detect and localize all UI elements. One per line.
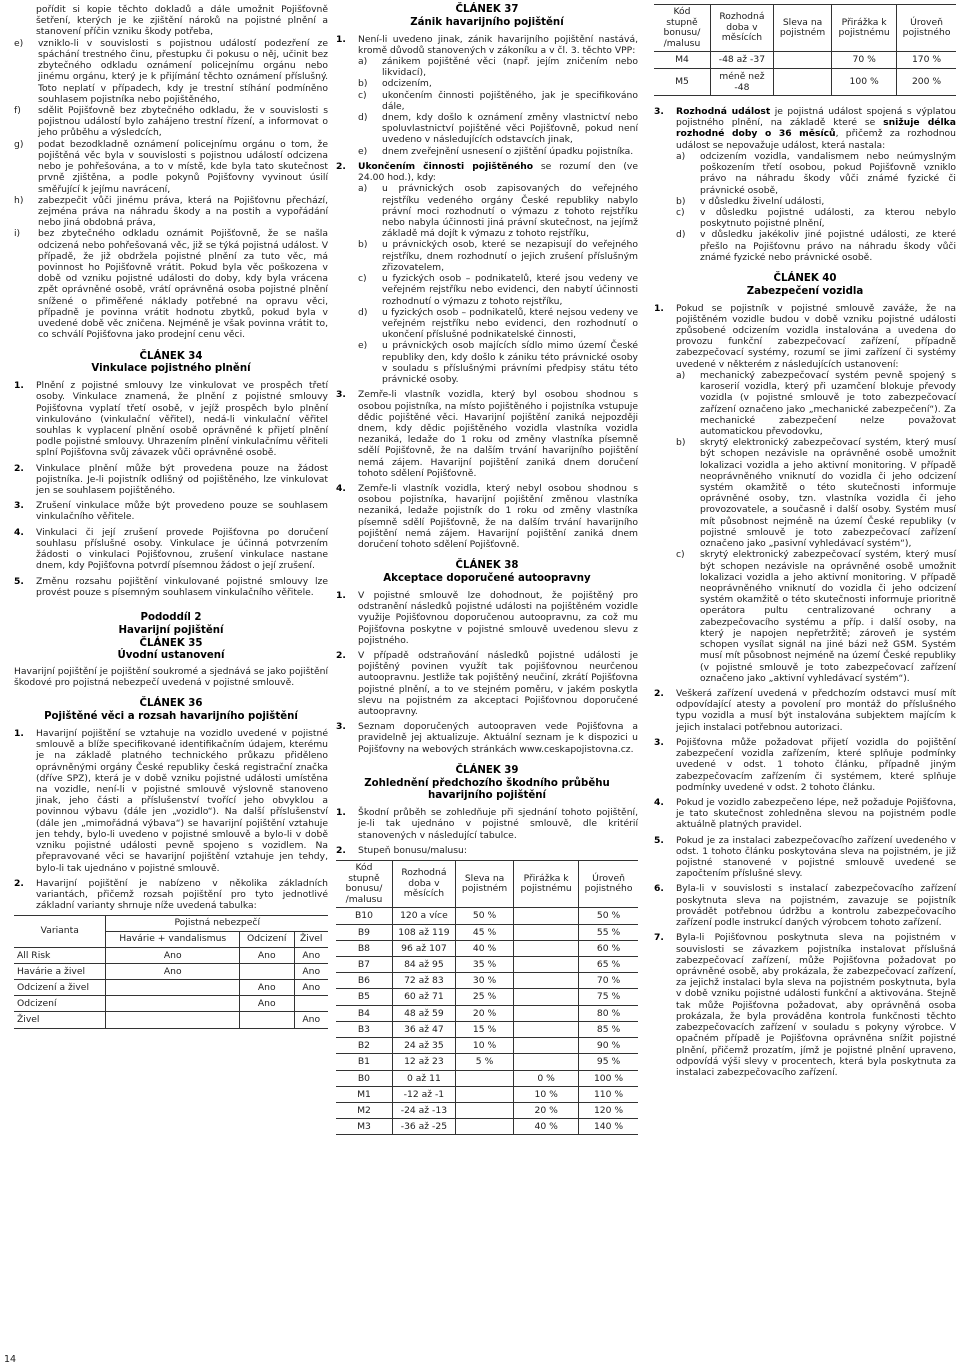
table-cell: Ano bbox=[294, 980, 328, 996]
subsection-title: Havarijní pojištění bbox=[118, 624, 224, 636]
article-37-number: ČLÁNEK 37 bbox=[455, 4, 519, 15]
paragraph-text: Pokud je za instalaci zabezpečovacího zařízení uvedeného v odst. 1 tohoto článku poskytována sleva na pojistném, je již pojistné stanovené v pojistné smlouvě uvedené se započtením příslušné slevy. bbox=[676, 834, 956, 880]
numbered-paragraph bbox=[654, 883, 956, 928]
table-row bbox=[336, 940, 638, 956]
table-cell bbox=[455, 1070, 513, 1086]
item-label: e) bbox=[358, 145, 368, 157]
table-cell: Odcizení a živel bbox=[14, 980, 106, 996]
table-cell: 12 až 23 bbox=[392, 1054, 455, 1070]
table-cell: B0 bbox=[336, 1070, 392, 1086]
table-header: Přirážka k pojistnému bbox=[514, 861, 579, 908]
table-cell bbox=[514, 973, 579, 989]
article-35-number: ČLÁNEK 35 bbox=[139, 637, 203, 649]
paragraph-text: Zrušení vinkulace může být provedeno pouze se souhlasem vinkulačního věřitele. bbox=[36, 500, 328, 523]
table-cell: 120 a více bbox=[392, 908, 455, 924]
article-39-title: Zohlednění předchozího škodního průběhu havarijního pojištění bbox=[364, 777, 610, 802]
table-cell: Odcizení bbox=[14, 996, 106, 1012]
table-row bbox=[654, 68, 956, 95]
table-row bbox=[14, 996, 328, 1012]
table-cell: 100 % bbox=[832, 68, 897, 95]
article-40-p1: Pokud se pojistník v pojistné smlouvě zaváže, že na pojištěném vozidle budou v době vzniku pojistné události způsobené odcizením vozidla instalována a uvedena do provozu funkční zabezpečovací zařízení, případně zabezpečovací systémy, rozumí se jimi zařízení či systémy uvedené v některém z následujících ustanovení: bbox=[676, 302, 956, 370]
table-cell: 60 % bbox=[579, 940, 638, 956]
paragraph-number: 1. bbox=[14, 380, 24, 392]
table-cell: 110 % bbox=[579, 1086, 638, 1102]
table-cell: méně než -48 bbox=[710, 68, 773, 95]
table-cell: 75 % bbox=[579, 989, 638, 1005]
table-cell: M3 bbox=[336, 1119, 392, 1135]
article-40-p1-list bbox=[654, 370, 956, 684]
paragraph-number: 3. bbox=[336, 721, 346, 733]
table-cell bbox=[294, 996, 328, 1012]
list-item bbox=[14, 38, 328, 105]
table-row bbox=[654, 52, 956, 68]
decisive-event-paragraph: Rozhodná událost je pojistná událost spojená s výplatou pojistného plnění, na základě které se snižuje délka rozhodné doby o 36 měsíců, přičemž za rozhodnou událost se nepovažuje událost, která nastala: bbox=[676, 105, 956, 151]
table-cell: Ano bbox=[106, 947, 240, 963]
item-text: ukončením činnosti pojištěného, jak je specifikováno dále, bbox=[382, 89, 638, 112]
variant-table bbox=[14, 915, 328, 1028]
item-text: v důsledku živelní události, bbox=[700, 195, 825, 207]
article-37-p4: Zemře-li vlastník vozidla, který nebyl osobou shodnou s osobou pojistníka, havarijní pojištění změnou vlastníka nezaniká, ledaže pojistník do 1 roku od změny vlastníka písemně sdělí Pojišťovně, že na dalším trvání havarijního pojištění nemá zájem. Havarijní pojištění zaniká dnem doručení tohoto sdělení Pojišťovně. bbox=[358, 483, 638, 551]
item-text: mechanický zabezpečovací systém pevně spojený s karoserií vozidla, který při uzamčení blokuje převody vozidla (v pojistné smlouvě je toto zabezpečovací zařízení označeno jako „mechanické zabezpečení“). Za mechanické zabezpečení nelze považovat automatickou převodovku, bbox=[700, 369, 956, 437]
item-label: b) bbox=[358, 239, 368, 251]
table-cell bbox=[514, 1005, 579, 1021]
table-cell: 200 % bbox=[897, 68, 956, 95]
table-row bbox=[336, 973, 638, 989]
paragraph: pořídit si kopie těchto dokladů a dále umožnit Pojišťovně šetření, kterých je ke zjištění nároků na pojistné plnění a stanovení příčin vzniku škody potřeba, bbox=[36, 4, 328, 38]
table-row bbox=[336, 1021, 638, 1037]
table-cell: 15 % bbox=[455, 1021, 513, 1037]
table-cell: 55 % bbox=[579, 924, 638, 940]
table-cell bbox=[514, 989, 579, 1005]
table-cell: 50 % bbox=[579, 908, 638, 924]
item-text: zabezpečit vůči jinému práva, která na Pojišťovnu přechází, zejména práva na náhradu škody a na postih a vypořádání nebo jiná obdobná práva, bbox=[38, 194, 328, 229]
list-item bbox=[676, 229, 956, 263]
numbered-paragraph bbox=[654, 737, 956, 793]
article-37-p1: Není-li uvedeno jinak, zánik havarijního pojištění nastává, kromě důvodů stanovených v zákoníku a v čl. 3. těchto VPP: bbox=[358, 33, 638, 56]
bonus-malus-table-continued bbox=[654, 4, 956, 96]
article-34-title: Vinkulace pojistného plnění bbox=[91, 363, 251, 375]
list-item bbox=[358, 307, 638, 341]
item-text: dnem zveřejnění usnesení o zjištění úpadku pojistníka. bbox=[382, 145, 634, 157]
item-text: zánikem pojištěné věci (např. jejím zničením nebo likvidací), bbox=[382, 55, 638, 79]
item-label: h) bbox=[14, 194, 24, 206]
table-cell: B8 bbox=[336, 940, 392, 956]
item-text: odcizením vozidla, vandalismem nebo neúmyslným poškozením třetí osobou, pokud Pojišťovně vzniklo právo na náhradu škody vůči známé fyzické či právnické osobě, bbox=[700, 150, 956, 196]
list-item bbox=[14, 195, 328, 229]
paragraph-number: 5. bbox=[654, 834, 664, 846]
paragraph-number: 7. bbox=[654, 932, 664, 944]
table-cell: 24 až 35 bbox=[392, 1038, 455, 1054]
item-text: odcizením, bbox=[382, 78, 432, 90]
table-cell bbox=[455, 1102, 513, 1118]
item-label: d) bbox=[676, 229, 686, 241]
item-text: u právnických osob, které se nezapisují do veřejného rejstříku, dnem rozhodnutí o jejich zrušení příslušným zřizovatelem, bbox=[382, 239, 638, 273]
item-label: e) bbox=[358, 340, 368, 352]
paragraph-text: Havarijní pojištění je nabízeno v několika základních variantách, přičemž rozsah pojištění pro tyto jednotlivé základní varianty shrnuje níže uvedená tabulka: bbox=[36, 877, 328, 912]
table-cell: 120 % bbox=[579, 1102, 638, 1118]
table-cell: -36 až -25 bbox=[392, 1119, 455, 1135]
table-cell: -12 až -1 bbox=[392, 1086, 455, 1102]
column-right: Kód stupně bonusu/ /malusu Rozhodná doba v měsících Sleva na pojistném Přirážka k pojistnému Úroveň pojistného M4 -48 až -37 70 % 170 % M5 méně než -48 100 % 200 % 3. Rozhodná událost je pojistná událost spojená s výplatou pojistného plnění, na základě které se snižuje délka rozhodné doby o 36 měsíců, přičemž za rozhodnou událost se nepovažuje událost, která nastala: a) odcizením vozidla, vandalismem nebo neúmyslným poškozením třetí osobou, pokud Pojišťovně vzniklo právo na náhradu škody vůči známé fyzické či právnické osobě, b) v důsledku živelní události, c) v důsledku pojistné události, za kterou nebylo poskytnuto pojistné plnění, d) v důsledku jakékoliv jiné pojistné události, ze které přešlo na Pojišťovnu právo na náhradu škody vůči známé fyzické nebo právnické osobě. ČLÁNEK 40 Zabezpečení vozidla 1. Pokud se pojistník v pojistné smlouvě zaváže, že na pojištěném vozidle budou v době vzniku pojistné události způsobené odcizením vozidla instalována a uvedena do provozu funkční zabezpečovací zařízení, případně zabezpečovací systémy, rozumí se jimi zařízení či systémy uvedené v některém z následujících ustanovení: a) mechanický zabezpečovací systém pevně spojený s karoserií vozidla, který při uzamčení blokuje převody vozidla (v pojistné smlouvě je toto zabezpečovací zařízení označeno jako „mechanické zabezpečení“). Za mechanické zabezpečení nelze považovat automatickou převodovku, b) skrytý elektronický zabezpečovací systém, který musí být schopen nezávisle na oprávněné osobě umožnit lokalizaci vozidla a jeho aktivní monitoring. V případě neoprávněného vniknutí do vozidla či jeho odcizení systém okamžitě o této skutečnosti informuje oprávněné osoby, tzn. vlastníka vozidla či jeho provozovatele, a současně i další osoby. Systém musí mít působnost nejméně na území České republiky (v pojistné smlouvě je toto zabezpečovací zařízení označeno jako „pasivní vyhledávací systém“), c) skrytý elektronický zabezpečovací systém, který musí být schopen nezávisle na oprávněné osobě umožnit lokalizaci vozidla a jeho aktivní monitoring. V případě neoprávněného vniknutí do vozidla či jeho odcizení systém okamžitě o této skutečnosti informuje prioritně operátora pultu centralizované ochrany a zabezpečovacího systému a příp. i další osoby, na který je napojen nepřetržitě; zároveň je systém schopen vysílat signál na jiné bázi než GSM. Systém musí mít působnost nejméně na území České republiky (v pojistné smlouvě je toto zabezpečovací zařízení označeno jako „aktivní vyhledávací systém“). 2. Veškerá zařízení uvedená v předchozím odstavci musí mít odpovídající atesty a povolení pro montáž do příslušného typu vozidla a musí být instalována subjektem majícím k jejich instalaci potřebnou autorizaci. 3. Pojišťovna může požadovat přijetí vozidla do pojištění zabezpečení vozidla zařízením, které splňuje podmínky uvedené v odst. 1 tohoto článku, případně jiným zabezpečovacím zařízením či systémem, které splňuje podmínky uvedené v odst. 2 tohoto článku. 4. Pokud je vozidlo zabezpečeno lépe, než požaduje Pojišťovna, je tato skutečnost zohledněna slevou na pojistném podle aktuálně platných pravidel. 5. Pokud je za instalaci zabezpečovacího zařízení uvedeného v odst. 1 tohoto článku poskytována sleva na pojistném, je již pojistné stanovené v pojistné smlouvě uvedené se započtením příslušné slevy. 6. Byla-li v souvislosti s instalací zabezpečovacího zařízení poskytnuta sleva na pojistném, zavazuje se pojistník provádět potřebnou údržbu a kontrolu zabezpečovacího zařízení podle instrukcí daných výrobcem tohoto zařízení. 7. Byla-li Pojišťovnou poskytnuta sleva na pojistném v souvislosti se závazkem pojistníka instalovat příslušná zabezpečovací zařízení, může Pojišťovna požadovat po oprávněné osobě, aby prokázala, že zabezpečovací zařízení, za jejichž instalaci byla sleva na pojistném poskytnuta, byla v době vzniku pojistné události funkční a aktivována. Stejně tak může Pojišťovna požadovat, aby oprávněná osoba prokázala, že byla prováděna kontrola funkčnosti těchto zabezpečovacích zařízení v souladu s pokyny výrobce. V opačném případě je Pojišťovna oprávněna snížit pojistné plnění, přičemž prozatím, jímž je pojistné plnění upraveno, odpovídá výši slevy v procentech, která byla poskytnuta za instalaci zabezpečovacího zařízení. bbox=[654, 6, 956, 1078]
table-row bbox=[14, 980, 328, 996]
numbered-paragraph bbox=[14, 728, 328, 874]
table-cell: 20 % bbox=[514, 1102, 579, 1118]
table-cell: Havárie a živel bbox=[14, 963, 106, 979]
item-text: u právnických osob zapisovaných do veřejného rejstříku vedeného orgány České republiky nabylo právní moci rozhodnutí o výmazu z tohoto rejstříku nebo nabyla účinnosti jiná právní skutečnost, na jejímž základě má dojít k výmazu z tohoto rejstříku, bbox=[382, 183, 638, 240]
item-text: bez zbytečného odkladu oznámit Pojišťovně, že se našla odcizená nebo pohřešovaná věc, již se týká pojistná událost. V případě, že již obdržela pojistné plnění za tuto věc, má povinnost ho Pojišťovně vrátit. Pokud byla věc poškozena v době od vzniku pojistné události do doby, kdy byla vrácena zpět oprávněné osobě, vrátí oprávněná osoba pojistné plnění snížené o přiměřené náklady potřebné na opravu věci, případně je povinna vrátit hodnotu zbytků, pokud byla v uvedené době věc zničena. Nejméně je však povinna vrátit to, co schválí Pojišťovna jako prodejní cenu věci. bbox=[38, 228, 328, 341]
article-36-body bbox=[14, 728, 328, 912]
paragraph-number: 2. bbox=[14, 462, 24, 474]
column-left bbox=[14, 4, 328, 1029]
item-text: sdělit Pojišťovně bez zbytečného odkladu, že v souvislosti s pojistnou událostí bylo zahájeno trestní řízení, a informovat o jeho průběhu a výsledcích, bbox=[38, 104, 328, 139]
numbered-paragraph bbox=[14, 576, 328, 598]
hazard-c-header: Živel bbox=[294, 932, 328, 948]
table-cell: 0 % bbox=[514, 1070, 579, 1086]
item-label: c) bbox=[358, 273, 367, 285]
paragraph-number: 3. bbox=[654, 736, 664, 748]
table-cell bbox=[514, 908, 579, 924]
table-row bbox=[336, 924, 638, 940]
paragraph-number: 4. bbox=[654, 796, 664, 808]
list-item bbox=[358, 183, 638, 239]
table-cell: Ano bbox=[294, 1012, 328, 1028]
item-text: u fyzických osob – podnikatelů, které nejsou vedeny ve veřejném rejstříku nebo evidenci, den rozhodnutí o ukončení příslušné podnikatelské činnosti, bbox=[382, 306, 638, 341]
list-item bbox=[358, 78, 638, 89]
table-cell: 48 až 59 bbox=[392, 1005, 455, 1021]
article-38-body bbox=[336, 590, 638, 755]
table-cell: Ano bbox=[239, 947, 294, 963]
table-cell: 140 % bbox=[579, 1119, 638, 1135]
numbered-paragraph bbox=[336, 650, 638, 717]
table-cell: M1 bbox=[336, 1086, 392, 1102]
article-40-body bbox=[654, 688, 956, 1078]
table-cell: 65 % bbox=[579, 957, 638, 973]
item-text: v důsledku jakékoliv jiné pojistné události, ze které přešlo na Pojišťovnu právo na náhradu škody vůči známé fyzické nebo právnické osobě. bbox=[700, 229, 956, 263]
table-header: Úroveň pojistného bbox=[897, 5, 956, 52]
table-header: Kód stupně bonusu/ /malusu bbox=[654, 5, 710, 52]
item-label: i) bbox=[14, 228, 21, 240]
paragraph-text: Plnění z pojistné smlouvy lze vinkulovat ve prospěch třetí osoby. Vinkulace znamená, že plnění z pojistné smlouvy Pojišťovna vyplatí třetí osobě, v jejíž prospěch bylo plnění vinkulováno (vinkulační věřitel), nedá-li vinkulační věřitel souhlas k vyplacení plnění osobě oprávněné k přijetí plnění podle pojistné smlouvy. Uhrazením plnění vinkulačnímu věřiteli splní Pojišťovna svůj závazek vůči oprávněné osobě. bbox=[36, 380, 328, 459]
table-cell: 80 % bbox=[579, 1005, 638, 1021]
list-item bbox=[676, 207, 956, 229]
table-row bbox=[14, 947, 328, 963]
article-37-p3: Zemře-li vlastník vozidla, který byl osobou shodnou s osobou pojistníka, na místo pojištěného i pojistníka vstupuje dědic pojištěné věci. Havarijní pojištění zaniká nejpozději dnem, kdy dědic pojištěného vozidla vlastníka vozidla nezaniká, ledaže do 1 roku od změny vlastníka písemně sdělí Pojišťovně, že na dalším trvání havarijního pojištění nemá zájem. Havarijní pojištění zaniká dnem doručení tohoto sdělení Pojišťovně. bbox=[358, 389, 638, 479]
item-label: a) bbox=[358, 183, 368, 195]
table-cell: Ano bbox=[239, 980, 294, 996]
numbered-paragraph bbox=[336, 590, 638, 646]
table-cell: 85 % bbox=[579, 1021, 638, 1037]
table-header: Rozhodná doba v měsících bbox=[392, 861, 455, 908]
paragraph-text: Seznam doporučených autoopraven vede Pojišťovna a pravidelně jej aktualizuje. Aktuální seznam je k dispozici u Pojišťovny na webových stránkách www.ceskapojistovna.cz. bbox=[358, 721, 638, 755]
table-cell: 60 až 71 bbox=[392, 989, 455, 1005]
numbered-paragraph bbox=[14, 463, 328, 497]
article-39-p2: Stupeň bonusu/malusu: bbox=[358, 844, 467, 856]
article-36-number: ČLÁNEK 36 bbox=[139, 698, 203, 710]
numbered-paragraph bbox=[654, 835, 956, 880]
item-label: c) bbox=[358, 89, 367, 101]
table-cell bbox=[239, 963, 294, 979]
table-cell: B2 bbox=[336, 1038, 392, 1054]
table-cell: Ano bbox=[294, 947, 328, 963]
column-middle: ČLÁNEK 37 Zánik havarijního pojištění 1. Není-li uvedeno jinak, zánik havarijního pojištění nastává, kromě důvodů stanovených v zákoníku a v čl. 3. těchto VPP: a) zánikem pojištěné věci (např. jejím zničením nebo likvidací), b) odcizením, c) ukončením činnosti pojištěného, jak je specifikováno dále, d) dnem, kdy došlo k oznámení změny vlastnictví nebo spoluvlastnictví pojištěné věci Pojišťovně, pokud není uvedeno v následujících odstavcích jinak, e) dnem zveřejnění usnesení o zjištění úpadku pojistníka. 2. Ukončením činnosti pojištěného se rozumí den (ve 24.00 hod.), kdy: a) u právnických osob zapisovaných do veřejného rejstříku vedeného orgány České republiky nabylo právní moci rozhodnutí o výmazu z tohoto rejstříku nebo nabyla účinnosti jiná právní skutečnost, na jejímž základě má dojít k výmazu z tohoto rejstříku, b) u právnických osob, které se nezapisují do veřejného rejstříku, dnem rozhodnutí o jejich zrušení příslušným zřizovatelem, c) u fyzických osob – podnikatelů, které jsou vedeny ve veřejném rejstříku nebo evidenci, den nabytí účinnosti rozhodnutí o výmazu z tohoto rejstříku, d) u fyzických osob – podnikatelů, které nejsou vedeny ve veřejném rejstříku nebo evidenci, den rozhodnutí o ukončení příslušné podnikatelské činnosti, e) u právnických osob majících sídlo mimo území České republiky den, kdy došlo k zániku této právnické osoby v souladu s příslušnými právními předpisy státu této právnické osoby. 3. Zemře-li vlastník vozidla, který byl osobou shodnou s osobou pojistníka, na místo pojištěného i pojistníka vstupuje dědic pojištěné věci. Havarijní pojištění zaniká nejpozději dnem, kdy dědic pojištěného vozidla vlastníka vozidla nezaniká, ledaže do 1 roku od změny vlastníka písemně sdělí Pojišťovně, že na dalším trvání havarijního pojištění nemá zájem. Havarijní pojištění zaniká dnem doručení tohoto sdělení Pojišťovně. 4. Zemře-li vlastník vozidla, který nebyl osobou shodnou s osobou pojistníka, havarijní pojištění změnou vlastníka nezaniká, ledaže pojistník do 1 roku od změny vlastníka písemně sdělí Pojišťovně, že na dalším trvání havarijního pojištění nemá zájem. Havarijní pojištění zaniká dnem doručení tohoto sdělení Pojišťovně. ČLÁNEK 38 Akceptace doporučené autoopravny 1. V pojistné smlouvě lze dohodnout, že pojištěný pro odstranění následků pojistné události na pojištěném vozidle využije Pojišťovnou doporučenou autoopravnu, za což mu Pojišťovna poskytne v pojistné smlouvě uvedenou slevu z pojistného. 2. V případě odstraňování následků pojistné události je pojištěný povinen využít tak pojišťovnou neurčenou autoopravnu. Jestliže tak pojištěný neučiní, zkrátí Pojišťovna pojistné plnění, a to ve stejném poměru, v jakém poskytla slevu na pojistném za akceptaci Pojišťovnou doporučené autoopravny. 3. Seznam doporučených autoopraven vede Pojišťovna a pravidelně jej aktualizuje. Aktuální seznam je k dispozici u Pojišťovny na webových stránkách www.ceskapojistovna.cz. ČLÁNEK 39 Zohlednění předchozího škodního průběhu havarijního pojištění 1. Škodní průběh se zohledňuje při sjednání tohoto pojištění, je-li tak ujednáno v pojistné smlouvě, dle kritérií stanovených v následující tabulce. 2. Stupeň bonusu/malusu: Kód stupně bonusu/ /malusu Rozhodná doba v měsících Sleva na pojistném Přirážka k pojistnému Úroveň pojistného B10 120 a více 50 % 50 % B9 108 až 119 45 % 55 % B8 96 až 107 40 % 60 % B7 84 až 95 35 % 65 % B6 72 až 83 30 % 70 % B5 60 až 71 25 % 75 % B4 48 až 59 20 % 80 % B3 36 až 47 15 % 85 % B2 24 až 35 10 % 90 % B1 12 až 23 5 % 95 % B0 0 až 11 0 % 100 % M1 -12 až -1 10 % 110 % M2 -24 až -13 20 % 120 % M3 -36 až -25 40 % 140 % bbox=[336, 4, 638, 1135]
paragraph-text: V pojistné smlouvě lze dohodnout, že pojištěný pro odstranění následků pojistné události na pojištěném vozidle využije Pojišťovnou doporučenou autoopravnu, za což mu Pojišťovna poskytne v pojistné smlouvě uvedenou slevu z pojistného. bbox=[358, 589, 638, 646]
paragraph-text: Pojišťovna může požadovat přijetí vozidla do pojištění zabezpečení vozidla zařízením, které splňuje podmínky uvedené v odst. 1 tohoto článku, případně jiným zabezpečovacím zařízením či systémem, které splňuje podmínky uvedené v odst. 2 tohoto článku. bbox=[676, 736, 956, 793]
hazard-a-header: Havárie + vandalismus bbox=[106, 932, 240, 948]
item-label: d) bbox=[358, 112, 368, 124]
paragraph-text: V případě odstraňování následků pojistné události je pojištěný povinen využít tak pojišťovnou neurčenou autoopravnu. Jestliže tak pojištěný neučiní, zkrátí Pojišťovna pojistné plnění, a to ve stejném poměru, v jakém poskytla slevu na pojistném za akceptaci Pojišťovnou doporučené autoopravny. bbox=[358, 649, 638, 718]
table-cell: 25 % bbox=[455, 989, 513, 1005]
table-cell: All Risk bbox=[14, 947, 106, 963]
table-cell: M5 bbox=[654, 68, 710, 95]
table-cell: 30 % bbox=[455, 973, 513, 989]
article-37-title: Zánik havarijního pojištění bbox=[410, 16, 564, 28]
bonus-malus-table bbox=[336, 860, 638, 1135]
table-row bbox=[14, 963, 328, 979]
table-cell: 70 % bbox=[579, 973, 638, 989]
list-item bbox=[676, 549, 956, 684]
item-label: d) bbox=[358, 306, 368, 318]
table-header: Sleva na pojistném bbox=[455, 861, 513, 908]
table-row bbox=[336, 1070, 638, 1086]
table-cell: 20 % bbox=[455, 1005, 513, 1021]
table-cell bbox=[239, 1012, 294, 1028]
article-37-p1-list bbox=[336, 56, 638, 157]
table-cell bbox=[106, 1012, 240, 1028]
article-38-title: Akceptace doporučené autoopravny bbox=[383, 573, 591, 585]
article-40-number: ČLÁNEK 40 bbox=[773, 273, 837, 285]
table-row bbox=[336, 989, 638, 1005]
table-cell: M2 bbox=[336, 1102, 392, 1118]
numbered-paragraph bbox=[654, 688, 956, 733]
numbered-paragraph bbox=[654, 797, 956, 831]
table-row bbox=[336, 1038, 638, 1054]
numbered-paragraph bbox=[14, 500, 328, 522]
variant-header: Varianta bbox=[14, 916, 106, 947]
paragraph-number: 5. bbox=[14, 575, 24, 587]
table-cell: B5 bbox=[336, 989, 392, 1005]
item-label: b) bbox=[358, 78, 368, 90]
item-label: a) bbox=[676, 150, 686, 162]
article-35-title: Úvodní ustanovení bbox=[117, 650, 225, 662]
hazards-header: Pojistná nebezpečí bbox=[106, 916, 328, 932]
table-cell bbox=[514, 957, 579, 973]
table-cell bbox=[514, 1021, 579, 1037]
item-label: a) bbox=[358, 55, 368, 67]
paragraph-number: 2. bbox=[336, 649, 346, 661]
paragraph-text: Veškerá zařízení uvedená v předchozím odstavci musí mít odpovídající atesty a povolení pro montáž do příslušného typu vozidla a musí být instalována subjektem majícím k jejich instalaci potřebnou autorizaci. bbox=[676, 687, 956, 733]
table-header: Úroveň pojistného bbox=[579, 861, 638, 908]
list-item bbox=[358, 239, 638, 273]
table-cell: 170 % bbox=[897, 52, 956, 68]
item-text: u fyzických osob – podnikatelů, které jsou vedeny ve veřejném rejstříku nebo evidenci, den nabytí účinnosti rozhodnutí o výmazu z tohoto rejstříku, bbox=[382, 273, 638, 307]
numbered-paragraph bbox=[336, 721, 638, 755]
table-cell: B4 bbox=[336, 1005, 392, 1021]
table-cell: B9 bbox=[336, 924, 392, 940]
table-cell: Živel bbox=[14, 1012, 106, 1028]
paragraph-number: 1. bbox=[336, 589, 346, 601]
table-row bbox=[336, 1005, 638, 1021]
table-cell: 50 % bbox=[455, 908, 513, 924]
item-text: v důsledku pojistné události, za kterou nebylo poskytnuto pojistné plnění, bbox=[700, 206, 956, 230]
table-cell bbox=[773, 52, 831, 68]
table-row bbox=[336, 1086, 638, 1102]
table-row bbox=[336, 1054, 638, 1070]
list-item bbox=[358, 340, 638, 385]
table-cell: 5 % bbox=[455, 1054, 513, 1070]
article-37-p2: Ukončením činnosti pojištěného se rozumí den (ve 24.00 hod.), kdy: bbox=[358, 160, 638, 184]
table-cell: 70 % bbox=[832, 52, 897, 68]
item-label: c) bbox=[676, 549, 685, 561]
item-label: a) bbox=[676, 369, 686, 381]
numbered-paragraph bbox=[14, 878, 328, 912]
paragraph-number: 2. bbox=[14, 877, 24, 889]
list-item bbox=[676, 151, 956, 196]
table-cell: 84 až 95 bbox=[392, 957, 455, 973]
table-row bbox=[336, 1119, 638, 1135]
list-item bbox=[358, 146, 638, 157]
list-item bbox=[358, 273, 638, 307]
article-40-title: Zabezpečení vozidla bbox=[746, 285, 864, 297]
numbered-paragraph bbox=[14, 527, 328, 572]
article-35-text: Havarijní pojištění je pojištění soukromé a sjednává se jako pojištění škodové pro pojistná nebezpečí uvedená v pojistné smlouvě. bbox=[14, 666, 328, 689]
table-header: Kód stupně bonusu/ /malusu bbox=[336, 861, 392, 908]
table-cell: 0 až 11 bbox=[392, 1070, 455, 1086]
paragraph-text: Změnu rozsahu pojištění vinkulované pojistné smlouvy lze provést pouze s písemným souhlasem vinkulačního věřitele. bbox=[36, 575, 328, 598]
table-cell bbox=[106, 996, 240, 1012]
table-cell: 35 % bbox=[455, 957, 513, 973]
table-row bbox=[336, 1102, 638, 1118]
numbered-paragraph bbox=[14, 380, 328, 459]
table-cell: 40 % bbox=[455, 940, 513, 956]
item-text: podat bezodkladně oznámení policejnímu orgánu o tom, že pojištěná věc byla v souvislosti s pojistnou událostí odcizena nebo je pohřešována, a to v místě, kde byla tato skutečnost prvně zjištěna, a podle pokynů Pojišťovny vyvinout úsilí směřující k jejímu navrácení, bbox=[38, 138, 328, 195]
obligations-list bbox=[14, 38, 328, 341]
paragraph-text: Byla-li v souvislosti s instalací zabezpečovacího zařízení poskytnuta sleva na pojistném, zavazuje se pojistník provádět potřebnou údržbu a kontrolu zabezpečovacího zařízení podle instrukcí daných výrobcem tohoto zařízení. bbox=[676, 883, 956, 929]
table-cell: 36 až 47 bbox=[392, 1021, 455, 1037]
table-cell bbox=[455, 1086, 513, 1102]
table-cell bbox=[514, 940, 579, 956]
list-item bbox=[358, 90, 638, 112]
numbered-paragraph bbox=[654, 932, 956, 1078]
table-cell: -24 až -13 bbox=[392, 1102, 455, 1118]
item-label: c) bbox=[676, 206, 685, 218]
item-label: f) bbox=[14, 104, 21, 116]
table-cell bbox=[514, 1054, 579, 1070]
table-cell: 45 % bbox=[455, 924, 513, 940]
table-header: Sleva na pojistném bbox=[773, 5, 831, 52]
item-label: e) bbox=[14, 37, 24, 49]
table-cell: 100 % bbox=[579, 1070, 638, 1086]
paragraph-text: Vinkulace plnění může být provedena pouze na žádost pojistníka. Je-li pojistník odlišný od pojištěného, lze vinkulovat jen se souhlasem pojištěného. bbox=[36, 462, 328, 497]
paragraph-text: Vinkulaci či její zrušení provede Pojišťovna po doručení souhlasu příslušné osoby. Vinkulace je účinná potvrzením žádosti o vinkulaci Pojišťovnou, zrušení vinkulace nastane dnem, kdy Pojišťovna potvrdí písemnou žádost o její zrušení. bbox=[36, 526, 328, 572]
table-cell: 96 až 107 bbox=[392, 940, 455, 956]
list-item bbox=[676, 437, 956, 549]
list-item bbox=[14, 139, 328, 195]
table-cell bbox=[514, 1038, 579, 1054]
paragraph-number: 6. bbox=[654, 883, 664, 895]
paragraph-number: 1. bbox=[14, 727, 24, 739]
list-item bbox=[676, 196, 956, 207]
list-item bbox=[358, 112, 638, 146]
table-cell: -48 až -37 bbox=[710, 52, 773, 68]
table-cell: B3 bbox=[336, 1021, 392, 1037]
item-text: skrytý elektronický zabezpečovací systém, který musí být schopen nezávisle na oprávněné osobě umožnit lokalizaci vozidla a jeho aktivní monitoring. V případě neoprávněného vniknutí do vozidla či jeho odcizení systém okamžitě o této skutečnosti informuje prioritně operátora pultu centralizované ochrany a zabezpečovacího systému a příp. i další osoby, na který je napojen nepřetržitě; zároveň je systém schopen vysílat signál na jiné bázi než GSM. Systém musí mít působnost nejméně na území České republiky (v pojistné smlouvě je toto zabezpečovací zařízení označeno jako „aktivní vyhledávací systém“). bbox=[700, 549, 956, 684]
table-cell: 108 až 119 bbox=[392, 924, 455, 940]
article-37-p2-list bbox=[336, 183, 638, 385]
table-cell: 40 % bbox=[514, 1119, 579, 1135]
table-row bbox=[336, 908, 638, 924]
paragraph-text: Byla-li Pojišťovnou poskytnuta sleva na pojistném v souvislosti se závazkem pojistníka instalovat příslušná zabezpečovací zařízení, může Pojišťovna požadovat po oprávněné osobě, aby prokázala, že zabezpečovací zařízení, za jejichž instalaci byla sleva na pojistném poskytnuta, byla v době vzniku pojistné události funkční a aktivována. Stejně tak může Pojišťovna požadovat, aby oprávněná osoba prokázala, že byla prováděna kontrola funkčnosti těchto zabezpečovacích zařízení v souladu s pokyny výrobce. V opačném případě je Pojišťovna oprávněna snížit pojistné plnění, přičemž prozatím, jímž je pojistné plnění upraveno, odpovídá výši slevy v procentech, která byla poskytnuta za instalaci zabezpečovacího zařízení. bbox=[676, 932, 956, 1078]
table-cell: B7 bbox=[336, 957, 392, 973]
table-cell: 10 % bbox=[514, 1086, 579, 1102]
item-label: b) bbox=[676, 195, 686, 207]
table-row bbox=[336, 957, 638, 973]
table-cell: 95 % bbox=[579, 1054, 638, 1070]
table-cell: B10 bbox=[336, 908, 392, 924]
hazard-b-header: Odcizení bbox=[239, 932, 294, 948]
table-cell: B1 bbox=[336, 1054, 392, 1070]
item-text: vzniklo-li v souvislosti s pojistnou událostí podezření ze spáchání trestného činu, přestupku či pokusu o něj, učinit bez zbytečného odkladu oznámení policejnímu orgánu nebo jinému orgánu, který je k přijímání těchto oznámení příslušný. Toto neplatí v případech, kdy je trestní stíhání podmíněno souhlasem pojistníka nebo pojištěného, bbox=[38, 37, 328, 105]
article-36-title: Pojištěné věci a rozsah havarijního pojištění bbox=[44, 711, 298, 723]
decisive-event-list bbox=[654, 151, 956, 263]
table-cell: Ano bbox=[239, 996, 294, 1012]
table-row bbox=[14, 1012, 328, 1028]
table-cell: M4 bbox=[654, 52, 710, 68]
paragraph-number: 3. bbox=[14, 500, 24, 512]
paragraph-number: 4. bbox=[14, 526, 24, 538]
subsection-number: Pododdíl 2 bbox=[140, 612, 202, 623]
table-cell: 72 až 83 bbox=[392, 973, 455, 989]
article-39-number: ČLÁNEK 39 bbox=[455, 764, 519, 776]
item-text: skrytý elektronický zabezpečovací systém, který musí být schopen nezávisle na oprávněné osobě umožnit lokalizaci vozidla a jeho aktivní monitoring. V případě neoprávněného vniknutí do vozidla či jeho odcizení systém okamžitě o této skutečnosti informuje oprávněné osoby, tzn. vlastníka vozidla či jeho provozovatele, a současně i další osoby. Systém musí mít působnost nejméně na území České republiky (v pojistné smlouvě je toto zabezpečovací zařízení označeno jako „pasivní vyhledávací systém“), bbox=[700, 437, 956, 550]
item-label: b) bbox=[676, 437, 686, 449]
table-cell bbox=[514, 924, 579, 940]
paragraph-text: Pokud je vozidlo zabezpečeno lépe, než požaduje Pojišťovna, je tato skutečnost zohledněna slevou na pojistném podle aktuálně platných pravidel. bbox=[676, 796, 956, 831]
table-cell bbox=[455, 1119, 513, 1135]
article-39-p1: Škodní průběh se zohledňuje při sjednání tohoto pojištění, je-li tak ujednáno v pojistné smlouvě, dle kritérií stanovených v následující tabulce. bbox=[358, 807, 638, 841]
item-text: dnem, kdy došlo k oznámení změny vlastnictví nebo spoluvlastnictví pojištěné věci Pojišťovně, pokud není uvedeno v následujících odstavcích jinak, bbox=[382, 112, 638, 146]
table-cell: Ano bbox=[294, 963, 328, 979]
paragraph-text: Havarijní pojištění se vztahuje na vozidlo uvedené v pojistné smlouvě a blíže specifikované identifikačním údajem, kterému je na základě platného technického průkazu přiděleno oprávněnými orgány České republiky česká registrační značka (dříve SPZ), která je v době vzniku pojistné události umístěna na vozidle, není-li v pojistné smlouvě výslovně stanoveno jinak, jeho části a příslušenství tvořící jeho obvyklou a povinnou výbavu (dále jen „vozidlo“). Na další příslušenství (dále jen „mimořádná výbava“) se havarijní pojištění vztahuje jen tehdy, bylo-li uvedeno v pojistné smlouvě a bylo-li v době vzniku pojistné události pevně spojeno s vozidlem. Na přepravované věci se havarijní pojištění vztahuje jen tehdy, bylo-li tak ujednáno v pojistné smlouvě. bbox=[36, 727, 328, 874]
article-34-number: ČLÁNEK 34 bbox=[139, 350, 203, 362]
table-cell bbox=[106, 980, 240, 996]
table-cell: 90 % bbox=[579, 1038, 638, 1054]
article-38-number: ČLÁNEK 38 bbox=[455, 560, 519, 572]
table-cell: 10 % bbox=[455, 1038, 513, 1054]
table-cell: Ano bbox=[106, 963, 240, 979]
table-header: Přirážka k pojistnému bbox=[832, 5, 897, 52]
list-item bbox=[358, 56, 638, 78]
item-label: g) bbox=[14, 138, 24, 150]
page-number: 14 bbox=[4, 1354, 17, 1366]
list-item bbox=[14, 228, 328, 340]
list-item bbox=[676, 370, 956, 437]
item-text: u právnických osob majících sídlo mimo území České republiky den, kdy došlo k zániku této právnické osoby v souladu s příslušnými právními předpisy státu této právnické osoby. bbox=[382, 340, 638, 386]
list-item bbox=[14, 105, 328, 139]
table-cell: B6 bbox=[336, 973, 392, 989]
table-cell bbox=[773, 68, 831, 95]
paragraph-number: 2. bbox=[654, 687, 664, 699]
table-header: Rozhodná doba v měsících bbox=[710, 5, 773, 52]
article-34-body bbox=[14, 380, 328, 598]
